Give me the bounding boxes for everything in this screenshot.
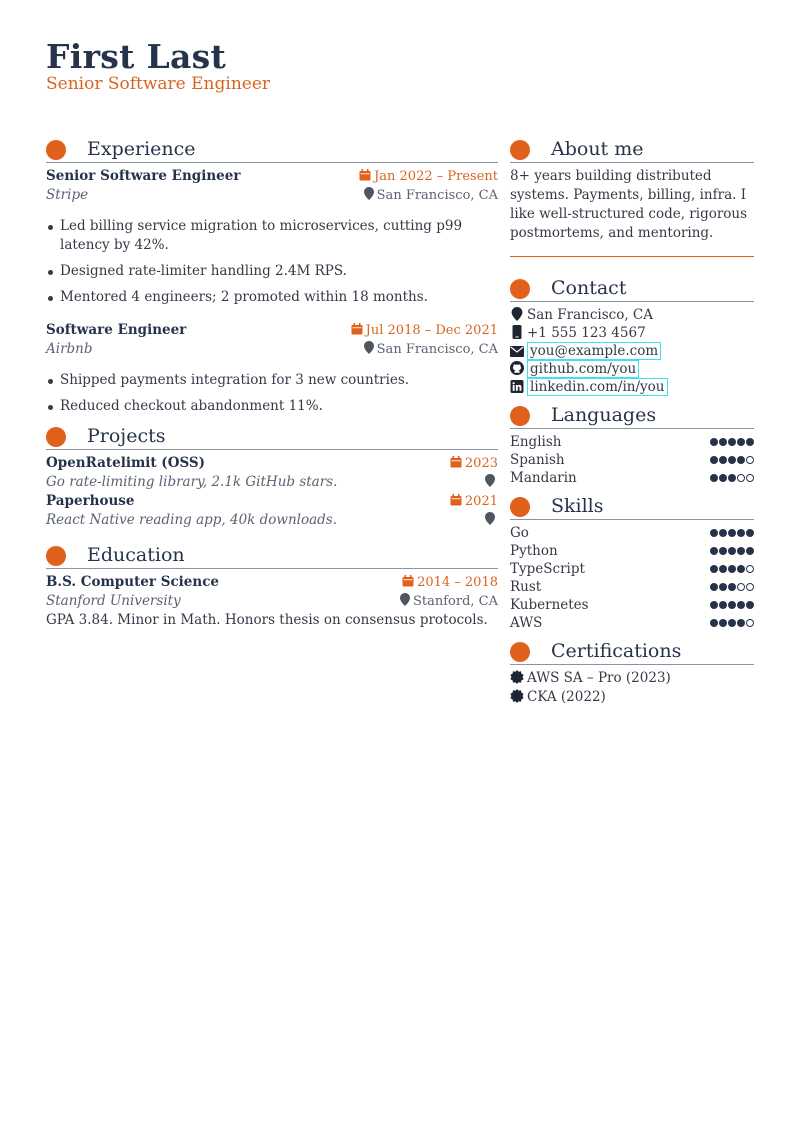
rating-dot-filled (728, 474, 736, 482)
education-note: GPA 3.84. Minor in Math. Honors thesis on consensus protocols. (46, 612, 488, 628)
projects-heading (46, 423, 498, 450)
rating-dots (710, 601, 754, 609)
job-company: Stripe (46, 187, 89, 203)
rating-dot-filled (737, 619, 745, 627)
education-date (402, 573, 498, 592)
project-entry (46, 492, 498, 530)
rating-dot-filled (737, 565, 745, 573)
section-dot-icon (46, 546, 66, 566)
skills-row (510, 560, 754, 578)
languages-row (510, 451, 754, 469)
rating-dots (710, 456, 754, 464)
experience-entry (46, 321, 498, 416)
contact-email (510, 342, 754, 360)
rating-dot-filled (710, 456, 718, 464)
school-location (400, 592, 498, 611)
skills-title: Skills (551, 495, 604, 517)
rating-dot-filled (728, 619, 736, 627)
school-name: Stanford University (46, 593, 181, 609)
rating-dot-empty (746, 619, 754, 627)
job-date-text: Jan 2022 – Present (374, 169, 498, 184)
school-location-text: Stanford, CA (412, 594, 498, 609)
list-item: Led billing service migration to microservices, cutting p99 latency by 42%. (46, 217, 498, 255)
rating-dot-filled (710, 619, 718, 627)
project-description: Go rate-limiting library, 2.1k GitHub stars. (46, 474, 338, 490)
rating-dot-filled (719, 619, 727, 627)
list-item: Reduced checkout abandonment 11%. (46, 397, 498, 416)
rating-dot-filled (746, 547, 754, 555)
rating-dot-filled (737, 529, 745, 537)
list-item: Designed rate-limiter handling 2.4M RPS. (46, 262, 498, 281)
experience-heading (46, 136, 498, 163)
rating-dot-filled (719, 583, 727, 591)
education-date-text: 2014 – 2018 (417, 575, 498, 590)
email-link[interactable]: you@example.com (527, 342, 661, 360)
job-location (364, 186, 498, 205)
section-dot-icon (510, 406, 530, 426)
project-date-text: 2023 (464, 456, 498, 471)
rating-dot-empty (746, 474, 754, 482)
languages-title: Languages (551, 404, 657, 426)
section-dot-icon (510, 279, 530, 299)
rating-dot-filled (737, 547, 745, 555)
rating-dot-empty (746, 565, 754, 573)
skills-heading (510, 493, 754, 520)
rating-dot-filled (746, 529, 754, 537)
rating-dot-filled (719, 456, 727, 464)
rating-dot-filled (728, 438, 736, 446)
languages-name: Spanish (510, 452, 565, 468)
rating-dot-filled (728, 547, 736, 555)
rating-dot-filled (710, 583, 718, 591)
certification-text: AWS SA – Pro (2023) (527, 670, 671, 686)
rating-dot-filled (710, 438, 718, 446)
rating-dot-filled (719, 565, 727, 573)
education-title: Education (87, 544, 185, 566)
experience-entry (46, 167, 498, 307)
section-dot-icon (510, 642, 530, 662)
envelope-icon (510, 346, 524, 357)
rating-dot-filled (719, 474, 727, 482)
list-item: Shipped payments integration for 3 new countries. (46, 371, 498, 390)
skills-name: Rust (510, 579, 542, 595)
project-date-text: 2021 (464, 494, 498, 509)
contact-title: Contact (551, 277, 627, 299)
section-dot-icon (46, 427, 66, 447)
languages-name: English (510, 434, 562, 450)
rating-dot-filled (710, 601, 718, 609)
project-title: Paperhouse (46, 493, 135, 509)
github-icon (510, 361, 524, 375)
rating-dot-empty (737, 583, 745, 591)
job-location (364, 340, 498, 359)
calendar-icon (351, 323, 363, 335)
skills-row (510, 614, 754, 632)
languages-row (510, 433, 754, 451)
languages-row (510, 469, 754, 487)
rating-dots (710, 474, 754, 482)
education-heading (46, 542, 498, 569)
calendar-icon (450, 494, 462, 506)
job-date-text: Jul 2018 – Dec 2021 (365, 323, 498, 338)
skills-list (510, 524, 754, 632)
about-title: About me (551, 138, 644, 160)
contact-location-text: San Francisco, CA (527, 307, 654, 323)
right-column (510, 136, 754, 707)
job-date (359, 167, 498, 186)
project-date (450, 454, 498, 473)
skills-name: TypeScript (510, 561, 585, 577)
rating-dot-filled (746, 601, 754, 609)
contact-phone-text: +1 555 123 4567 (527, 325, 646, 341)
rating-dot-filled (719, 547, 727, 555)
rating-dots (710, 438, 754, 446)
skills-name: Kubernetes (510, 597, 589, 613)
award-badge-icon (510, 689, 524, 703)
phone-icon (510, 325, 524, 339)
job-bullets (46, 371, 498, 416)
rating-dot-filled (719, 601, 727, 609)
skills-row (510, 596, 754, 614)
list-item: Mentored 4 engineers; 2 promoted within 18 months. (46, 288, 498, 307)
contact-linkedin (510, 378, 754, 396)
job-title: Software Engineer (46, 322, 187, 338)
rating-dots (710, 583, 754, 591)
calendar-icon (450, 456, 462, 468)
certifications-heading (510, 638, 754, 665)
rating-dot-filled (728, 583, 736, 591)
experience-title: Experience (87, 138, 196, 160)
rating-dot-filled (710, 547, 718, 555)
skills-row (510, 524, 754, 542)
left-column (46, 136, 498, 630)
candidate-name: First Last (46, 37, 227, 76)
certification-item (510, 669, 754, 688)
rating-dot-filled (728, 601, 736, 609)
rating-dot-filled (710, 529, 718, 537)
map-pin-icon (364, 341, 374, 354)
project-location (485, 511, 498, 530)
map-pin-icon (364, 187, 374, 200)
rating-dot-empty (737, 474, 745, 482)
degree-title: B.S. Computer Science (46, 574, 220, 590)
about-heading (510, 136, 754, 163)
project-title: OpenRatelimit (OSS) (46, 455, 206, 471)
contact-heading (510, 275, 754, 302)
rating-dot-filled (737, 601, 745, 609)
award-badge-icon (510, 670, 524, 684)
education-entry (46, 573, 498, 630)
github-link[interactable]: github.com/you (527, 360, 639, 378)
rating-dot-filled (746, 438, 754, 446)
contact-phone (510, 324, 754, 342)
section-dot-icon (46, 140, 66, 160)
contact-location (510, 306, 754, 324)
job-title: Senior Software Engineer (46, 168, 241, 184)
map-pin-icon (485, 512, 495, 525)
rating-dots (710, 565, 754, 573)
section-dot-icon (510, 140, 530, 160)
skills-row (510, 542, 754, 560)
rating-dot-filled (719, 529, 727, 537)
job-bullets (46, 217, 498, 307)
linkedin-icon (510, 380, 524, 393)
certifications-title: Certifications (551, 640, 682, 662)
section-dot-icon (510, 497, 530, 517)
languages-list (510, 433, 754, 487)
about-text: 8+ years building distributed systems. Payments, billing, infra. I like well-structured code, rigorous postmortems, and mentoring. (510, 168, 748, 241)
rating-dot-empty (746, 456, 754, 464)
candidate-role: Senior Software Engineer (46, 74, 271, 94)
certification-item (510, 688, 754, 707)
job-location-text: San Francisco, CA (376, 188, 498, 203)
calendar-icon (402, 575, 414, 587)
languages-name: Mandarin (510, 470, 577, 486)
rating-dot-empty (746, 583, 754, 591)
skills-name: AWS (510, 615, 543, 631)
map-pin-icon (510, 307, 524, 321)
divider (510, 256, 754, 257)
linkedin-link[interactable]: linkedin.com/in/you (527, 378, 668, 396)
map-pin-icon (485, 474, 495, 487)
rating-dots (710, 547, 754, 555)
project-location (485, 473, 498, 492)
job-location-text: San Francisco, CA (376, 342, 498, 357)
rating-dot-filled (737, 438, 745, 446)
rating-dot-filled (710, 565, 718, 573)
certification-text: CKA (2022) (527, 689, 606, 705)
rating-dots (710, 529, 754, 537)
project-entry (46, 454, 498, 492)
contact-list (510, 306, 754, 396)
rating-dot-filled (728, 529, 736, 537)
skills-name: Python (510, 543, 558, 559)
skills-name: Go (510, 525, 529, 541)
job-date (351, 321, 498, 340)
rating-dot-filled (728, 565, 736, 573)
map-pin-icon (400, 593, 410, 606)
skills-row (510, 578, 754, 596)
project-date (450, 492, 498, 511)
rating-dot-filled (737, 456, 745, 464)
project-description: React Native reading app, 40k downloads. (46, 512, 338, 528)
rating-dot-filled (728, 456, 736, 464)
calendar-icon (359, 169, 371, 181)
rating-dot-filled (719, 438, 727, 446)
job-company: Airbnb (46, 341, 93, 357)
rating-dot-filled (710, 474, 718, 482)
contact-github (510, 360, 754, 378)
languages-heading (510, 402, 754, 429)
projects-title: Projects (87, 425, 166, 447)
rating-dots (710, 619, 754, 627)
certifications-list (510, 669, 754, 707)
